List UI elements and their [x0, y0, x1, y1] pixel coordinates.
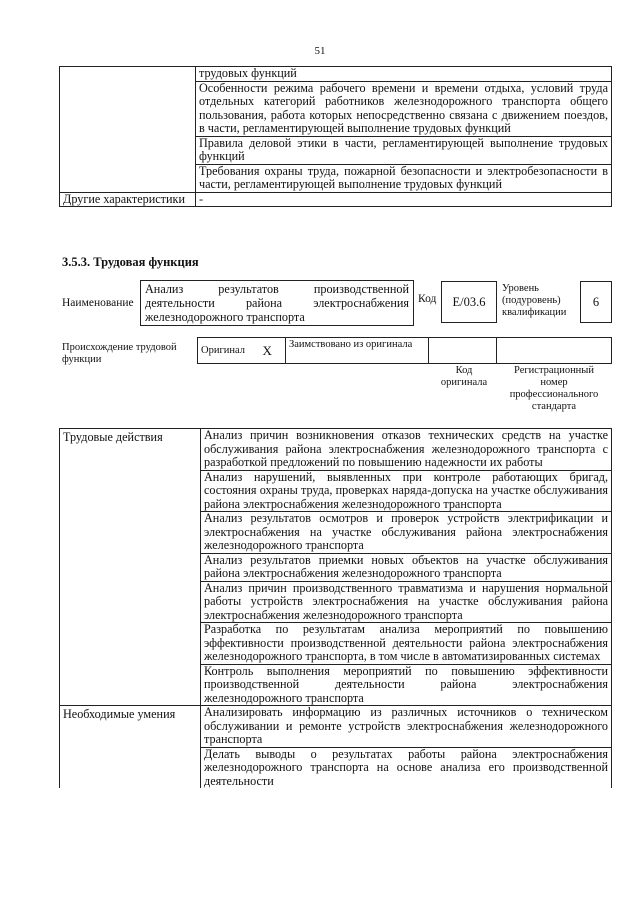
function-name-value: Анализ результатов производственной деятельности района электроснабжения железнодорожного транспорта [140, 280, 414, 326]
top-characteristics-table [59, 66, 612, 207]
original-mark: X [260, 338, 286, 364]
table-row [60, 706, 612, 748]
labor-action-item: Анализ причин производственного травматизма и нарушения нормальной работы устройств электроснабжения на участке обслуживания района электроснабжения железнодорожного транспорта [201, 581, 612, 623]
origin-label: Происхождение трудовой функции [62, 342, 177, 365]
code-label: Код [418, 293, 437, 305]
name-label: Наименование [62, 297, 134, 309]
original-label: Оригинал [198, 338, 260, 364]
registration-number-caption: Регистрационный номер профессионального стандарта [509, 365, 599, 412]
other-characteristics-value: - [196, 192, 612, 207]
knowledge-item: трудовых функций [196, 67, 612, 82]
knowledge-item: Правила деловой этики в части, регламентирующей выполнение трудовых функций [196, 136, 612, 164]
level-value: 6 [580, 281, 612, 323]
labor-action-item: Контроль выполнения мероприятий по повышению эффективности производственной деятельности района электроснабжения железнодорожного транспорта [201, 664, 612, 706]
section-title: 3.5.3. Трудовая функция [62, 255, 199, 269]
table-row [60, 192, 612, 207]
knowledge-item: Требования охраны труда, пожарной безопасности и электробезопасности в части, регламентирующей выполнение трудовых функций [196, 164, 612, 192]
labor-action-item: Анализ результатов приемки новых объектов на участке обслуживания района электроснабжения железнодорожного транспорта [201, 553, 612, 581]
table-row [60, 67, 612, 82]
table-row [198, 338, 612, 364]
labor-action-item: Анализ нарушений, выявленных при контроле работающих бригад, состояния охраны труда, проверках наряда-допуска на участке обслуживания района электроснабжения железнодорожного транспорта [201, 470, 612, 512]
required-skills-label: Необходимые умения [60, 706, 201, 789]
other-characteristics-label: Другие характеристики [60, 192, 196, 207]
table-row [60, 429, 612, 471]
labor-action-item: Анализ результатов осмотров и проверок устройств электрификации и электроснабжения на участке обслуживания района электроснабжения железнодорожного транспорта [201, 512, 612, 554]
borrowed-label: Заимствовано из оригинала [286, 338, 429, 364]
code-value: E/03.6 [441, 281, 497, 323]
page-number: 51 [314, 45, 326, 57]
labor-action-item: Анализ причин возникновения отказов технических средств на участке обслуживания района электроснабжения железнодорожного транспорта с разработкой предложений по повышению надежности их работы [201, 429, 612, 471]
skill-item: Делать выводы о результатах работы района электроснабжения железнодорожного транспорта на основе анализа его производственной деятельности [201, 747, 612, 788]
labor-action-item: Разработка по результатам анализа мероприятий по повышению эффективности производственной деятельности района электроснабжения железнодорожного транспорта, в том числе в автоматизированных системах [201, 623, 612, 665]
labor-function-table [59, 428, 612, 788]
labor-actions-label: Трудовые действия [60, 429, 201, 706]
level-label: Уровень (подуровень) квалификации [502, 283, 567, 318]
origin-table [197, 337, 612, 364]
code-original-caption: Код оригинала [440, 365, 488, 388]
knowledge-item: Особенности режима рабочего времени и времени отдыха, условий труда отдельных категорий работников железнодорожного транспорта общего пользования, работа которых непосредственно связана с движением поездов, в части, регламентирующей выполнение трудовых функций [196, 81, 612, 136]
skill-item: Анализировать информацию из различных источников о техническом обслуживании и ремонте устройств электроснабжения железнодорожного транспорта [201, 706, 612, 748]
